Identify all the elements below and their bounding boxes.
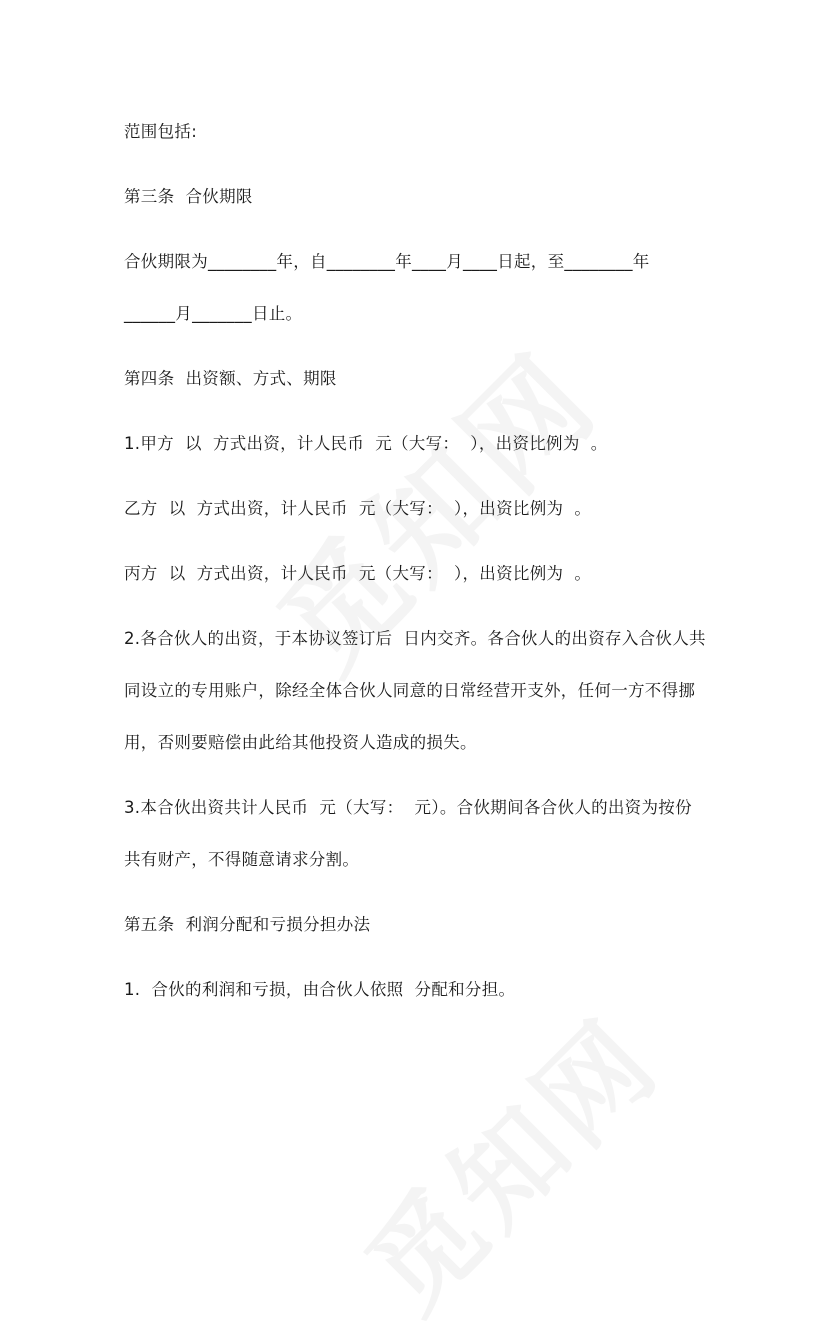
document-body — [124, 106, 724, 1016]
paragraph-party-c: 丙方 以 方式出资，计人民币 元（大写： ），出资比例为 。 — [124, 564, 592, 583]
paragraph-clause-3-line1: 3.本合伙出资共计人民币 元（大写： 元）。合伙期间各合伙人的出资为按份 — [124, 798, 692, 817]
paragraph-profit-clause-1: 1. 合伙的利润和亏损，由合伙人依照 分配和分担。 — [124, 980, 516, 999]
paragraph-clause-2-line1: 2.各合伙人的出资，于本协议签订后 日内交齐。各合伙人的出资存入合伙人共 — [124, 629, 706, 648]
paragraph-clause-2-line2: 同设立的专用账户，除经全体合伙人同意的日常经营开支外，任何一方不得挪 — [124, 681, 696, 700]
heading-article-4: 第四条 出资额、方式、期限 — [124, 369, 337, 388]
paragraph-party-b: 乙方 以 方式出资，计人民币 元（大写： ），出资比例为 。 — [124, 499, 592, 518]
paragraph-scope: 范围包括: — [124, 122, 198, 141]
paragraph-term-line2: ______月_______日止。 — [124, 304, 303, 323]
paragraph-party-a: 1.甲方 以 方式出资，计人民币 元（大写： ），出资比例为 。 — [124, 434, 608, 453]
paragraph-clause-2-line3: 用，否则要赔偿由此给其他投资人造成的损失。 — [124, 733, 477, 752]
paragraph-clause-3-line2: 共有财产，不得随意请求分割。 — [124, 850, 360, 869]
paragraph-term-line1: 合伙期限为________年，自________年____月____日起，至________年 — [124, 252, 650, 271]
heading-article-5: 第五条 利润分配和亏损分担办法 — [124, 915, 371, 934]
heading-article-3: 第三条 合伙期限 — [124, 187, 253, 206]
watermark — [326, 978, 688, 1340]
